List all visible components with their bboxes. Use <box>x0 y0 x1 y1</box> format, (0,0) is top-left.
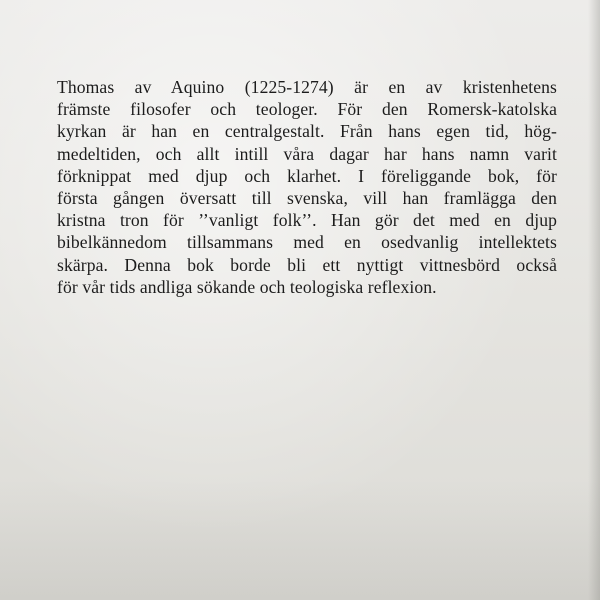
blurb-line: medeltiden, och allt intill våra dagar har hans namn varit <box>57 143 557 164</box>
blurb-line: första gången översatt till svenska, vill han framlägga den <box>57 188 557 209</box>
blurb-line: kristna tron för ’’vanligt folk’’. Han gör det med en djup <box>57 210 557 231</box>
blurb-line: kyrkan är han en centralgestalt. Från hans egen tid, hög- <box>57 121 557 142</box>
blurb-line: bibelkännedom tillsammans med en osedvanlig intellektets <box>57 232 557 253</box>
blurb-line: skärpa. Denna bok borde bli ett nyttigt vittnesbörd också <box>57 254 557 275</box>
blurb-line: för vår tids andliga sökande och teologiska reflexion. <box>57 276 437 297</box>
page-bottom-shading <box>0 480 600 600</box>
blurb-line: främste filosofer och teologer. För den Romersk-katolska <box>57 99 557 120</box>
blurb-line: Thomas av Aquino (1225-1274) är en av kristenhetens <box>57 77 557 97</box>
blurb-paragraph <box>57 76 557 298</box>
blurb-line: förknippat med djup och klarhet. I föreliggande bok, för <box>57 165 557 186</box>
